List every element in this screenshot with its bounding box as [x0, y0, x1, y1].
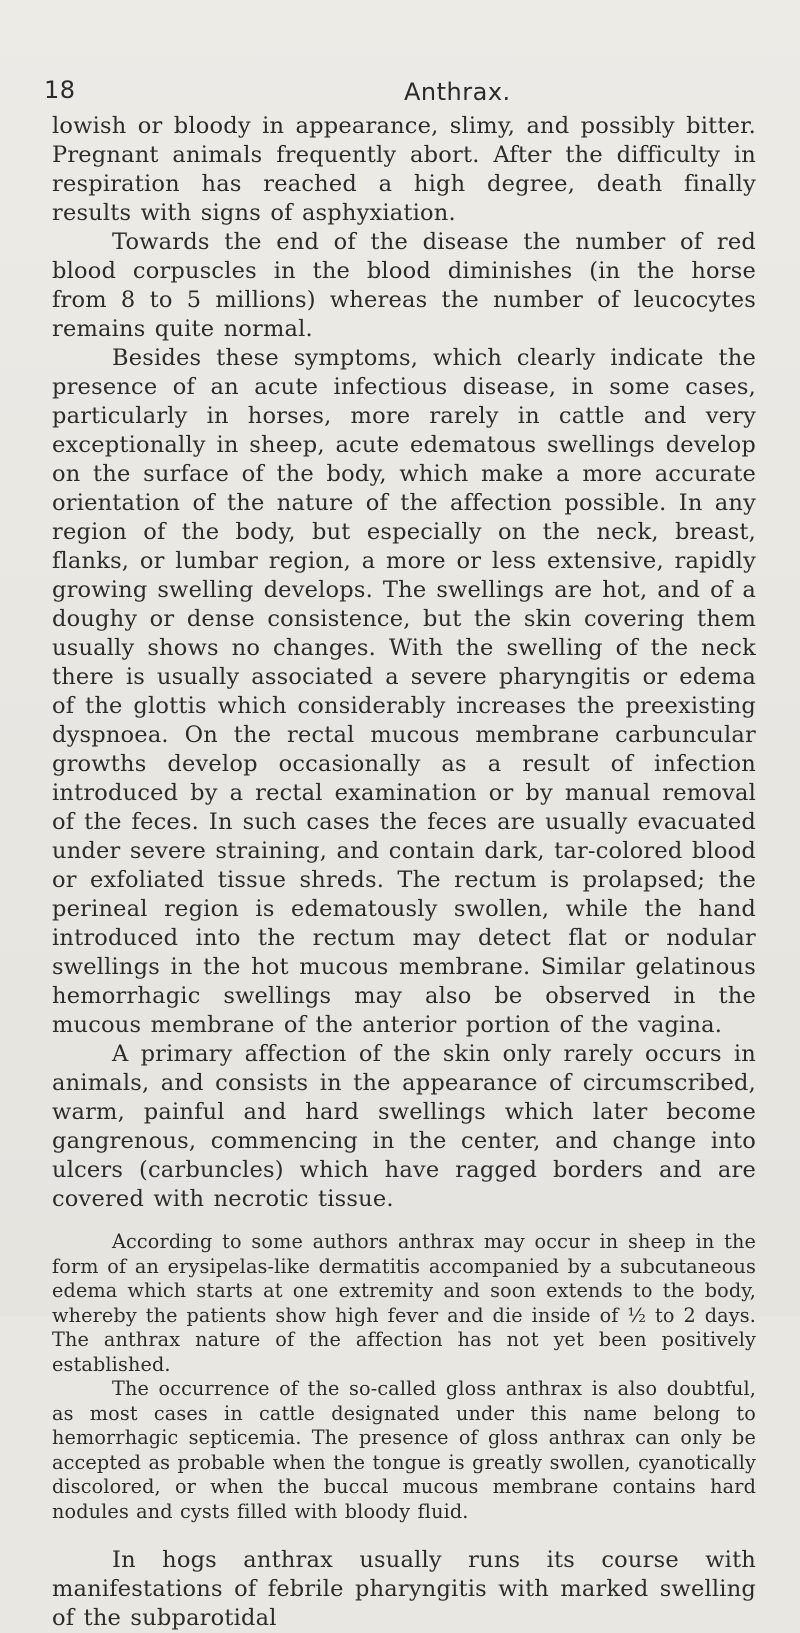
page-number: 18 [44, 76, 76, 104]
main-section [52, 112, 756, 1214]
paragraph-blood-corpuscles: Towards the end of the disease the number of red blood corpuscles in the blood diminishes (in the horse from 8 to 5 millions) whereas the number of leucocytes remains quite normal. [52, 229, 756, 342]
body-text [52, 112, 756, 1633]
running-head: Anthrax. [404, 78, 511, 106]
paragraph-hogs: In hogs anthrax usually runs its course with manifestations of febrile pharyngitis with marked swelling of the subparotidal [52, 1547, 756, 1631]
paragraph-sheep-dermatitis: According to some authors anthrax may occur in sheep in the form of an erysipelas-like dermatitis accompanied by a subcutaneous edema which starts at one extremity and soon extends to the body, whereby the patients show high fever and die inside of ½ to 2 days. The anthrax nature of the affection has not yet been positively established. [52, 1230, 756, 1376]
closing-section [52, 1546, 756, 1633]
paragraph-edematous-swellings: Besides these symptoms, which clearly indicate the presence of an acute infectious disease, in some cases, particularly in horses, more rarely in cattle and very exceptionally in sheep, acute edematous swellings develop on the surface of the body, which make a more accurate orientation of the nature of the affection possible. In any region of the body, but especially on the neck, breast, flanks, or lumbar region, a more or less extensive, rapidly growing swelling develops. The swellings are hot, and of a doughy or dense consistence, but the skin covering them usually shows no changes. With the swelling of the neck there is usually associated a severe pharyngitis or edema of the glottis which considerably increases the preexisting dyspnoea. On the rectal mucous membrane carbuncular growths develop occasionally as a result of infection introduced by a rectal examination or by manual removal of the feces. In such cases the feces are usually evacuated under severe straining, and contain dark, tar-colored blood or exfoliated tissue shreds. The rectum is prolapsed; the perineal region is edematously swollen, while the hand introduced into the rectum may detect flat or nodular swellings in the hot mucous membrane. Similar gelatinous hemorrhagic swellings may also be observed in the mucous membrane of the anterior portion of the vagina. [52, 345, 756, 1038]
small-print-section [52, 1230, 756, 1524]
paragraph-continuation: lowish or bloody in appearance, slimy, and possibly bitter. Pregnant animals frequently abort. After the difficulty in respiration has reached a high degree, death finally results with signs of asphyxiation. [52, 113, 756, 226]
paragraph-gloss-anthrax: The occurrence of the so-called gloss anthrax is also doubtful, as most cases in cattle designated under this name belong to hemorrhagic septicemia. The presence of gloss anthrax can only be accepted as probable when the tongue is greatly swollen, cyanotically discolored, or when the buccal mucous membrane contains hard nodules and cysts filled with bloody fluid. [52, 1377, 756, 1523]
paragraph-skin-affection: A primary affection of the skin only rarely occurs in animals, and consists in the appearance of circumscribed, warm, painful and hard swellings which later become gangrenous, commencing in the center, and change into ulcers (carbuncles) which have ragged borders and are covered with necrotic tissue. [52, 1041, 756, 1212]
